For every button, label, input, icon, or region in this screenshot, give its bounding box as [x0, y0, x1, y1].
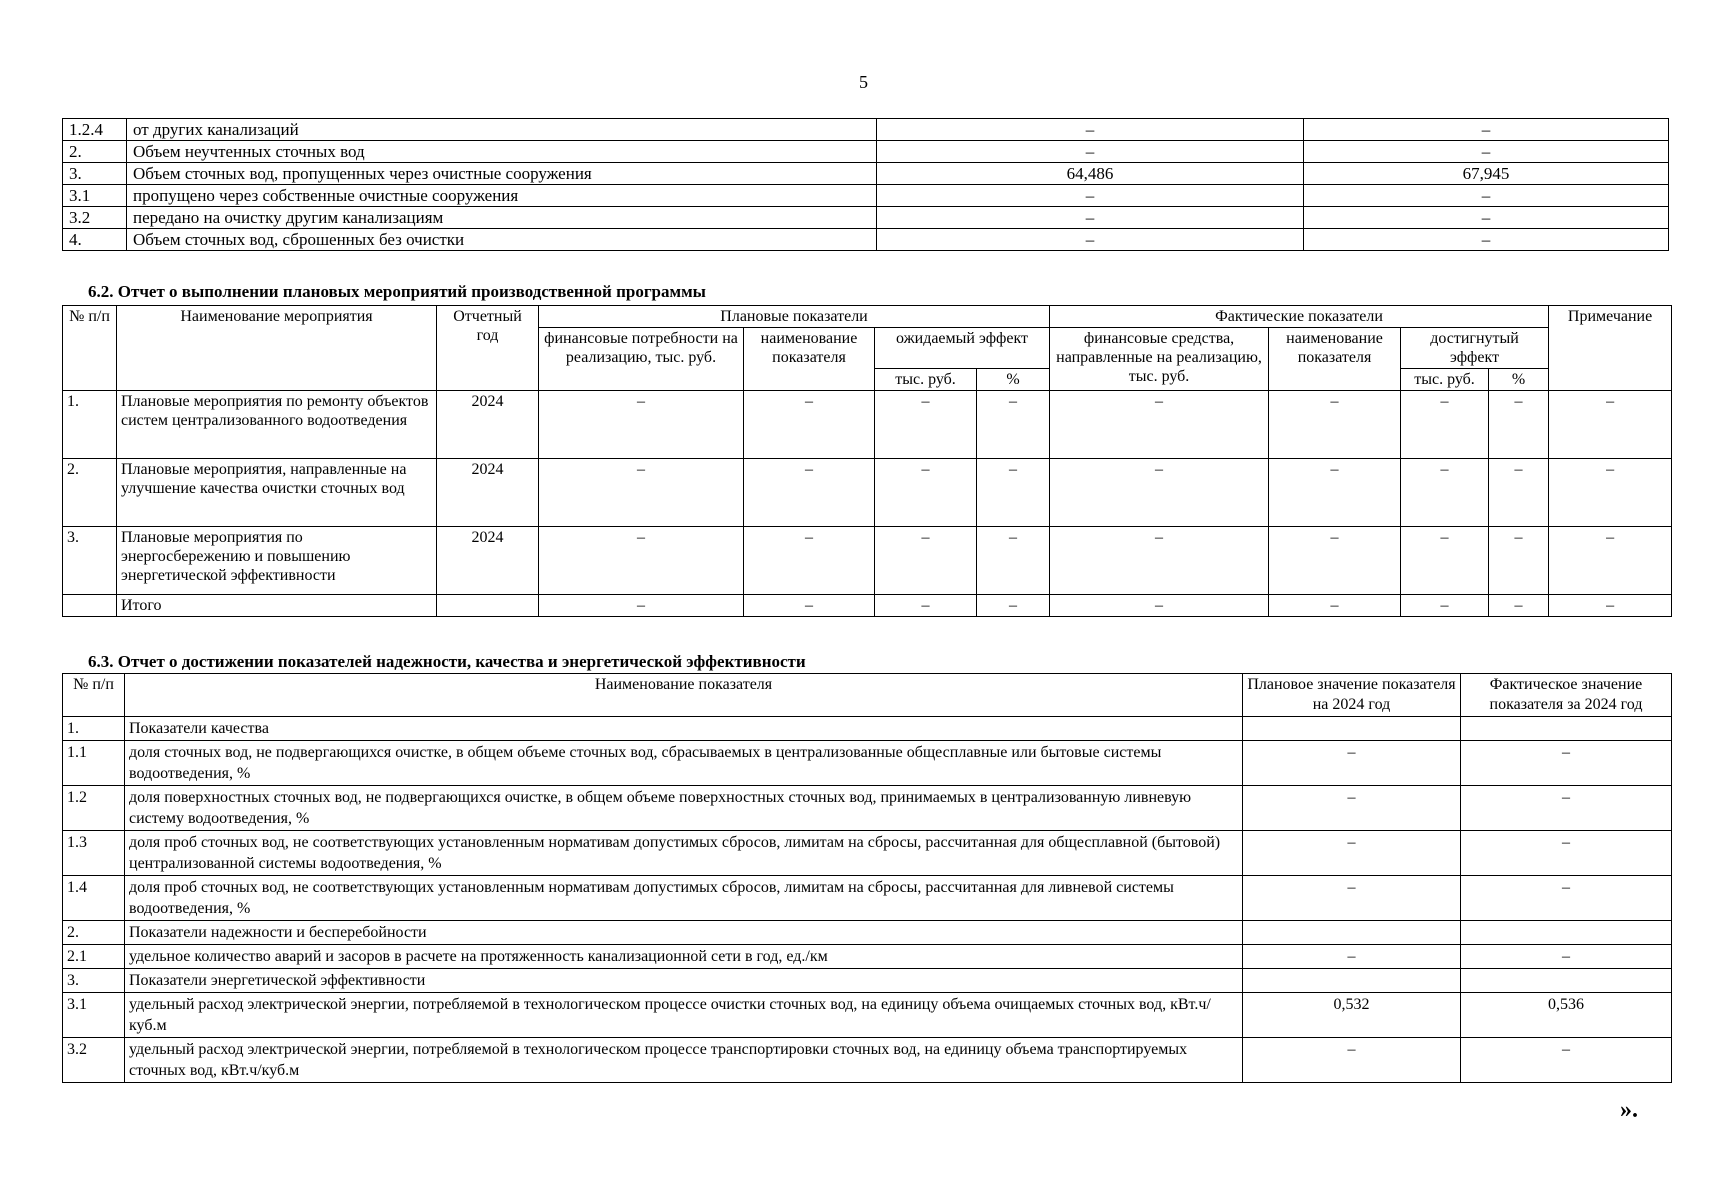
row-value: 67,945: [1304, 163, 1669, 185]
header-rub: тыс. руб.: [1401, 369, 1489, 391]
header-year: Отчетный год: [437, 306, 539, 391]
row-value: –: [744, 391, 875, 459]
row-plan: –: [1243, 945, 1461, 969]
table-row: [63, 717, 1672, 741]
row-value: –: [1489, 595, 1549, 617]
row-value: 64,486: [877, 163, 1304, 185]
row-value: –: [875, 527, 977, 595]
header-num: № п/п: [63, 674, 125, 717]
measures-table: [62, 305, 1672, 617]
row-number: 2.: [63, 921, 125, 945]
row-name: доля проб сточных вод, не соответствующих установленным нормативам допустимых сбросов, лимитам на сбросы, рассчитанная для общесплавной (бытовой) централизованной системы водоотведения, %: [125, 831, 1243, 876]
row-value: –: [977, 595, 1050, 617]
row-value: –: [1489, 459, 1549, 527]
header-num: № п/п: [63, 306, 117, 391]
row-value: –: [1304, 229, 1669, 251]
table-row: [63, 921, 1672, 945]
row-value: –: [1401, 391, 1489, 459]
row-value: –: [1269, 459, 1401, 527]
row-value: –: [877, 119, 1304, 141]
table-row: [63, 876, 1672, 921]
row-number: 3.2: [63, 207, 127, 229]
row-name: Плановые мероприятия по ремонту объектов систем централизованного водоотведения: [117, 391, 437, 459]
row-fact: [1461, 717, 1672, 741]
header-fact: Фактическое значение показателя за 2024 год: [1461, 674, 1672, 717]
row-plan: [1243, 969, 1461, 993]
table-row: [63, 969, 1672, 993]
table-row: [63, 141, 1669, 163]
row-number: 1.: [63, 717, 125, 741]
row-year: 2024: [437, 527, 539, 595]
row-name: от других канализаций: [127, 119, 877, 141]
row-value: –: [977, 459, 1050, 527]
row-value: –: [744, 459, 875, 527]
row-name: доля сточных вод, не подвергающихся очистке, в общем объеме сточных вод, сбрасываемых в централизованные общесплавные или бытовые системы водоотведения, %: [125, 741, 1243, 786]
row-number: 2.: [63, 459, 117, 527]
row-value: –: [1401, 595, 1489, 617]
table-row: [63, 459, 1672, 527]
row-number: 1.: [63, 391, 117, 459]
row-value: –: [1269, 527, 1401, 595]
row-number: 1.1: [63, 741, 125, 786]
row-plan: [1243, 717, 1461, 741]
header-fact: Фактические показатели: [1050, 306, 1549, 328]
row-number: 2.1: [63, 945, 125, 969]
table-row: [63, 1038, 1672, 1083]
row-name: Плановые мероприятия по энергосбережению и повышению энергетической эффективности: [117, 527, 437, 595]
row-name: пропущено через собственные очистные сооружения: [127, 185, 877, 207]
row-number: 3.1: [63, 185, 127, 207]
table-row: [63, 163, 1669, 185]
row-fact: –: [1461, 1038, 1672, 1083]
row-value: –: [744, 527, 875, 595]
row-fact: –: [1461, 876, 1672, 921]
row-number: 3.: [63, 527, 117, 595]
row-name: передано на очистку другим канализациям: [127, 207, 877, 229]
row-number: 3.1: [63, 993, 125, 1038]
row-value: –: [744, 595, 875, 617]
row-name: Показатели надежности и бесперебойности: [125, 921, 1243, 945]
row-fact: –: [1461, 741, 1672, 786]
header-plan-eff: ожидаемый эффект: [875, 328, 1050, 369]
total-row: [63, 595, 1672, 617]
row-name: удельное количество аварий и засоров в расчете на протяженность канализационной сети в год, ед./км: [125, 945, 1243, 969]
row-fact: 0,536: [1461, 993, 1672, 1038]
row-value: –: [1050, 527, 1269, 595]
header-fact-eff: достигнутый эффект: [1401, 328, 1549, 369]
row-value: –: [1549, 595, 1672, 617]
table-row: [63, 229, 1669, 251]
row-year: 2024: [437, 459, 539, 527]
row-value: –: [1549, 527, 1672, 595]
row-value: –: [1304, 119, 1669, 141]
row-value: –: [877, 207, 1304, 229]
row-value: –: [539, 595, 744, 617]
row-name: удельный расход электрической энергии, потребляемой в технологическом процессе транспортировки сточных вод, на единицу объема транспортируемых сточных вод, кВт.ч/куб.м: [125, 1038, 1243, 1083]
row-value: –: [1269, 391, 1401, 459]
header-row: [63, 674, 1672, 717]
row-value: –: [539, 391, 744, 459]
row-name: доля поверхностных сточных вод, не подвергающихся очистке, в общем объеме поверхностных сточных вод, принимаемых в централизованную ливневую систему водоотведения, %: [125, 786, 1243, 831]
row-number: 1.2: [63, 786, 125, 831]
row-value: –: [1401, 527, 1489, 595]
closing-quote-mark: ».: [1620, 1097, 1638, 1123]
row-number: 4.: [63, 229, 127, 251]
row-number: 1.3: [63, 831, 125, 876]
row-number: 3.: [63, 969, 125, 993]
table-row: [63, 391, 1672, 459]
row-fact: [1461, 969, 1672, 993]
row-number: 1.4: [63, 876, 125, 921]
table-row: [63, 207, 1669, 229]
row-value: –: [877, 141, 1304, 163]
header-plan: Плановые показатели: [539, 306, 1050, 328]
row-name: удельный расход электрической энергии, потребляемой в технологическом процессе очистки сточных вод, на единицу объема очищаемых сточных вод, кВт.ч/куб.м: [125, 993, 1243, 1038]
row-fact: [1461, 921, 1672, 945]
volume-table: [62, 118, 1669, 251]
row-value: –: [1489, 391, 1549, 459]
row-name: доля проб сточных вод, не соответствующих установленным нормативам допустимых сбросов, лимитам на сбросы, рассчитанная для ливневой системы водоотведения, %: [125, 876, 1243, 921]
row-value: –: [1549, 459, 1672, 527]
header-fact-ind: наименование показателя: [1269, 328, 1401, 391]
row-value: –: [875, 459, 977, 527]
header-note: Примечание: [1549, 306, 1672, 391]
section-63-title: 6.3. Отчет о достижении показателей надежности, качества и энергетической эффективности: [88, 652, 806, 671]
row-plan: –: [1243, 876, 1461, 921]
row-name: Показатели энергетической эффективности: [125, 969, 1243, 993]
row-plan: –: [1243, 1038, 1461, 1083]
header-plan-fin: финансовые потребности на реализацию, тыс. руб.: [539, 328, 744, 391]
row-name: Объем сточных вод, пропущенных через очистные сооружения: [127, 163, 877, 185]
header-fact-fin: финансовые средства, направленные на реализацию, тыс. руб.: [1050, 328, 1269, 391]
row-year: 2024: [437, 391, 539, 459]
row-value: –: [877, 185, 1304, 207]
header-pct: %: [1489, 369, 1549, 391]
row-number: 3.2: [63, 1038, 125, 1083]
header-plan-ind: наименование показателя: [744, 328, 875, 391]
header-name: Наименование мероприятия: [117, 306, 437, 391]
row-name: Итого: [117, 595, 437, 617]
row-plan: –: [1243, 831, 1461, 876]
row-value: –: [1304, 185, 1669, 207]
row-value: –: [977, 391, 1050, 459]
row-number: 1.2.4: [63, 119, 127, 141]
row-value: –: [539, 527, 744, 595]
row-fact: –: [1461, 786, 1672, 831]
row-year: [437, 595, 539, 617]
row-value: –: [875, 595, 977, 617]
indicators-table: [62, 673, 1672, 1083]
header-rub: тыс. руб.: [875, 369, 977, 391]
row-plan: 0,532: [1243, 993, 1461, 1038]
row-name: Объем сточных вод, сброшенных без очистки: [127, 229, 877, 251]
row-value: –: [1401, 459, 1489, 527]
row-plan: [1243, 921, 1461, 945]
row-fact: –: [1461, 945, 1672, 969]
row-value: –: [1304, 141, 1669, 163]
row-name: Объем неучтенных сточных вод: [127, 141, 877, 163]
row-name: Показатели качества: [125, 717, 1243, 741]
row-value: –: [1549, 391, 1672, 459]
table-row: [63, 945, 1672, 969]
header-plan: Плановое значение показателя на 2024 год: [1243, 674, 1461, 717]
row-name: Плановые мероприятия, направленные на улучшение качества очистки сточных вод: [117, 459, 437, 527]
table-row: [63, 527, 1672, 595]
row-number: 3.: [63, 163, 127, 185]
row-value: –: [1050, 391, 1269, 459]
row-number: 2.: [63, 141, 127, 163]
table-row: [63, 831, 1672, 876]
table-row: [63, 786, 1672, 831]
table-row: [63, 119, 1669, 141]
row-plan: –: [1243, 741, 1461, 786]
header-pct: %: [977, 369, 1050, 391]
row-fact: –: [1461, 831, 1672, 876]
header-name: Наименование показателя: [125, 674, 1243, 717]
row-value: –: [875, 391, 977, 459]
table-row: [63, 741, 1672, 786]
row-value: –: [877, 229, 1304, 251]
table-row: [63, 185, 1669, 207]
row-number: [63, 595, 117, 617]
row-value: –: [539, 459, 744, 527]
row-value: –: [977, 527, 1050, 595]
row-plan: –: [1243, 786, 1461, 831]
row-value: –: [1489, 527, 1549, 595]
page-number: 5: [859, 72, 868, 92]
header-row: [63, 306, 1672, 328]
row-value: –: [1269, 595, 1401, 617]
row-value: –: [1050, 459, 1269, 527]
row-value: –: [1304, 207, 1669, 229]
row-value: –: [1050, 595, 1269, 617]
table-row: [63, 993, 1672, 1038]
section-62-title: 6.2. Отчет о выполнении плановых мероприятий производственной программы: [88, 282, 706, 301]
